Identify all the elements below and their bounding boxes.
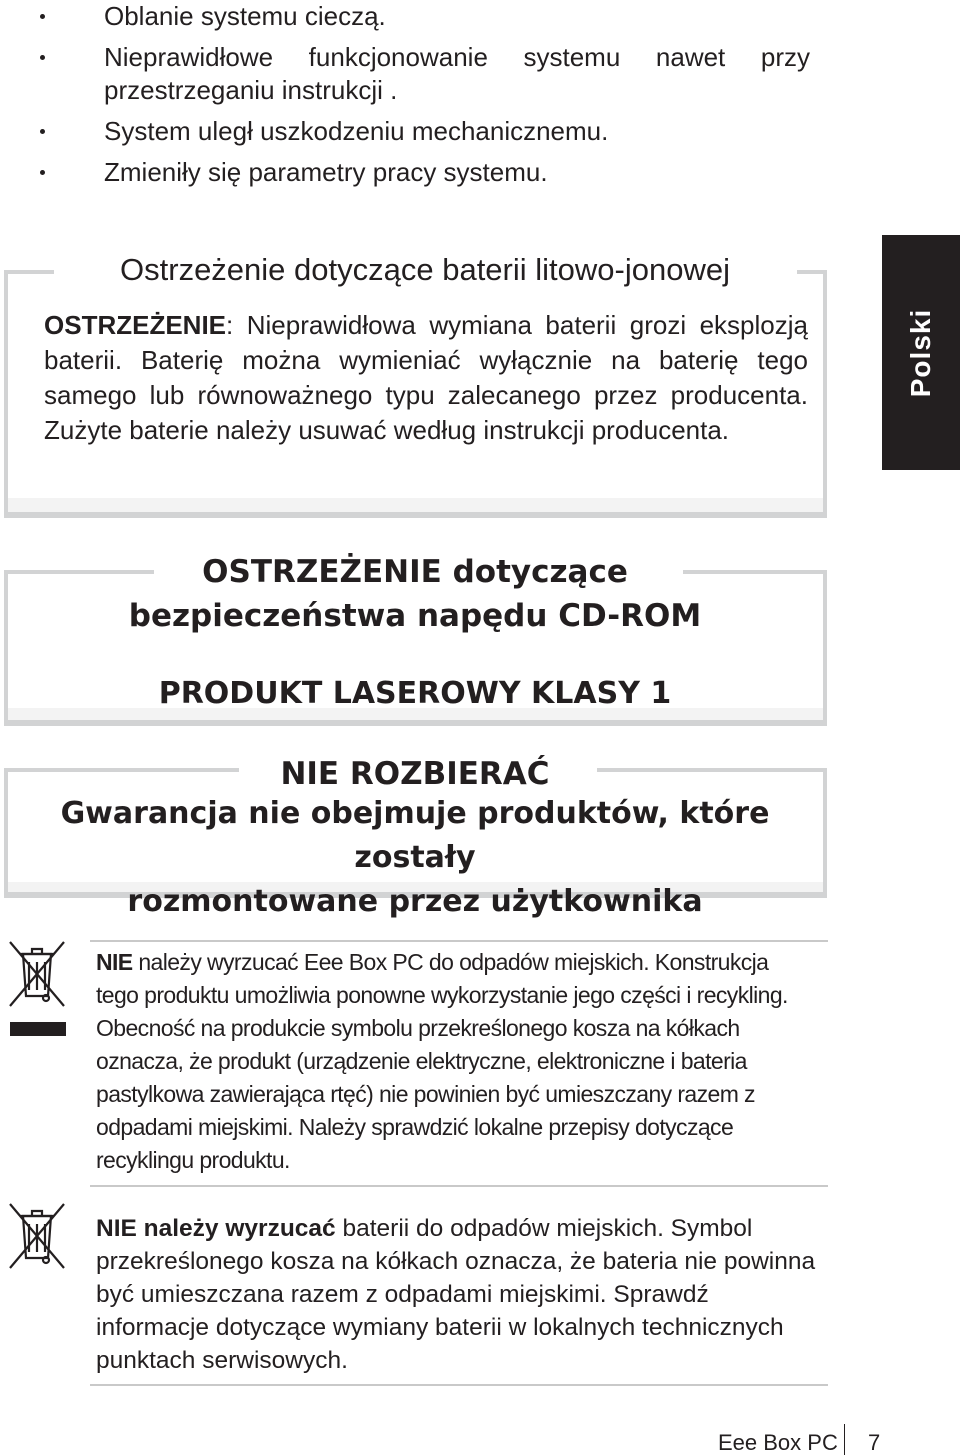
crossed-bin-icon: [6, 940, 68, 1040]
footer-product-name: Eee Box PC: [718, 1430, 838, 1455]
bullet-dot: [40, 129, 45, 134]
bullet-list: [40, 0, 840, 194]
section-divider: [90, 1185, 828, 1187]
battery-warning-text: OSTRZEŻENIE: Nieprawidłowa wymiana baterii grozi eksplozją baterii. Baterię można wymieniać wyłącznie na baterię tego samego lub równoważnego typu zalecanego przez producenta. Zużyte baterie należy usuwać według instrukcji producenta.: [44, 310, 808, 445]
page-number: 7: [868, 1430, 881, 1455]
laser-class-label: PRODUKT LASEROWY KLASY 1: [158, 676, 672, 711]
disassemble-warning-box: [0, 756, 830, 919]
battery-warning-box: [0, 252, 830, 518]
bullet-dot: [40, 14, 45, 19]
section-divider: [90, 940, 828, 942]
section-divider: [90, 1384, 828, 1386]
cdrom-warning-title: OSTRZEŻENIE dotyczące bezpieczeństwa napędu CD-ROM: [128, 554, 702, 634]
disassemble-title: NIE ROZBIERAĆ: [280, 756, 550, 792]
bullet-dot: [40, 170, 45, 175]
list-item: Oblanie systemu cieczą.: [40, 0, 840, 33]
footer-divider: [844, 1424, 845, 1455]
warning-label: OSTRZEŻENIE: [44, 310, 227, 340]
list-item: Zmieniły się parametry pracy systemu.: [40, 156, 840, 189]
list-item: Nieprawidłowe funkcjonowanie systemu nawet przy przestrzeganiu instrukcji .: [40, 41, 840, 107]
language-tab: [882, 235, 960, 470]
recycling-notice-battery: NIE należy wyrzucać baterii do odpadów miejskich. Symbol przekreślonego kosza na kółkach oznacza, że bateria nie powinna być umieszczana razem z odpadami miejskimi. Sprawdź informacje dotyczące wymiany baterii w lokalnych technicznych punktach serwisowych.: [96, 1215, 816, 1374]
battery-warning-title: Ostrzeżenie dotyczące baterii litowo-jonowej: [120, 252, 730, 287]
crossed-bin-icon: [6, 1200, 68, 1275]
disassemble-text: Gwarancja nie obejmuje produktów, które zostały rozmontowane przez użytkownika: [60, 796, 770, 919]
cdrom-warning-box: [0, 554, 830, 726]
list-item: System uległ uszkodzeniu mechanicznemu.: [40, 115, 840, 148]
bullet-dot: [40, 55, 45, 60]
recycling-notice-device: NIE należy wyrzucać Eee Box PC do odpadów miejskich. Konstrukcja tego produktu umożliwia ponowne wykorzystanie jego części i recykling. Obecność na produkcie symbolu przekreślonego kosza na kółkach oznacza, że produkt (urządzenie elektryczne, elektroniczne i bateria pastylkowa zawierająca rtęć) nie powinien być umieszczany razem z odpadami miejskimi. Należy sprawdzić lokalne przepisy dotyczące recyklingu produktu.: [96, 949, 788, 1173]
language-tab-label: Polski: [905, 308, 936, 397]
